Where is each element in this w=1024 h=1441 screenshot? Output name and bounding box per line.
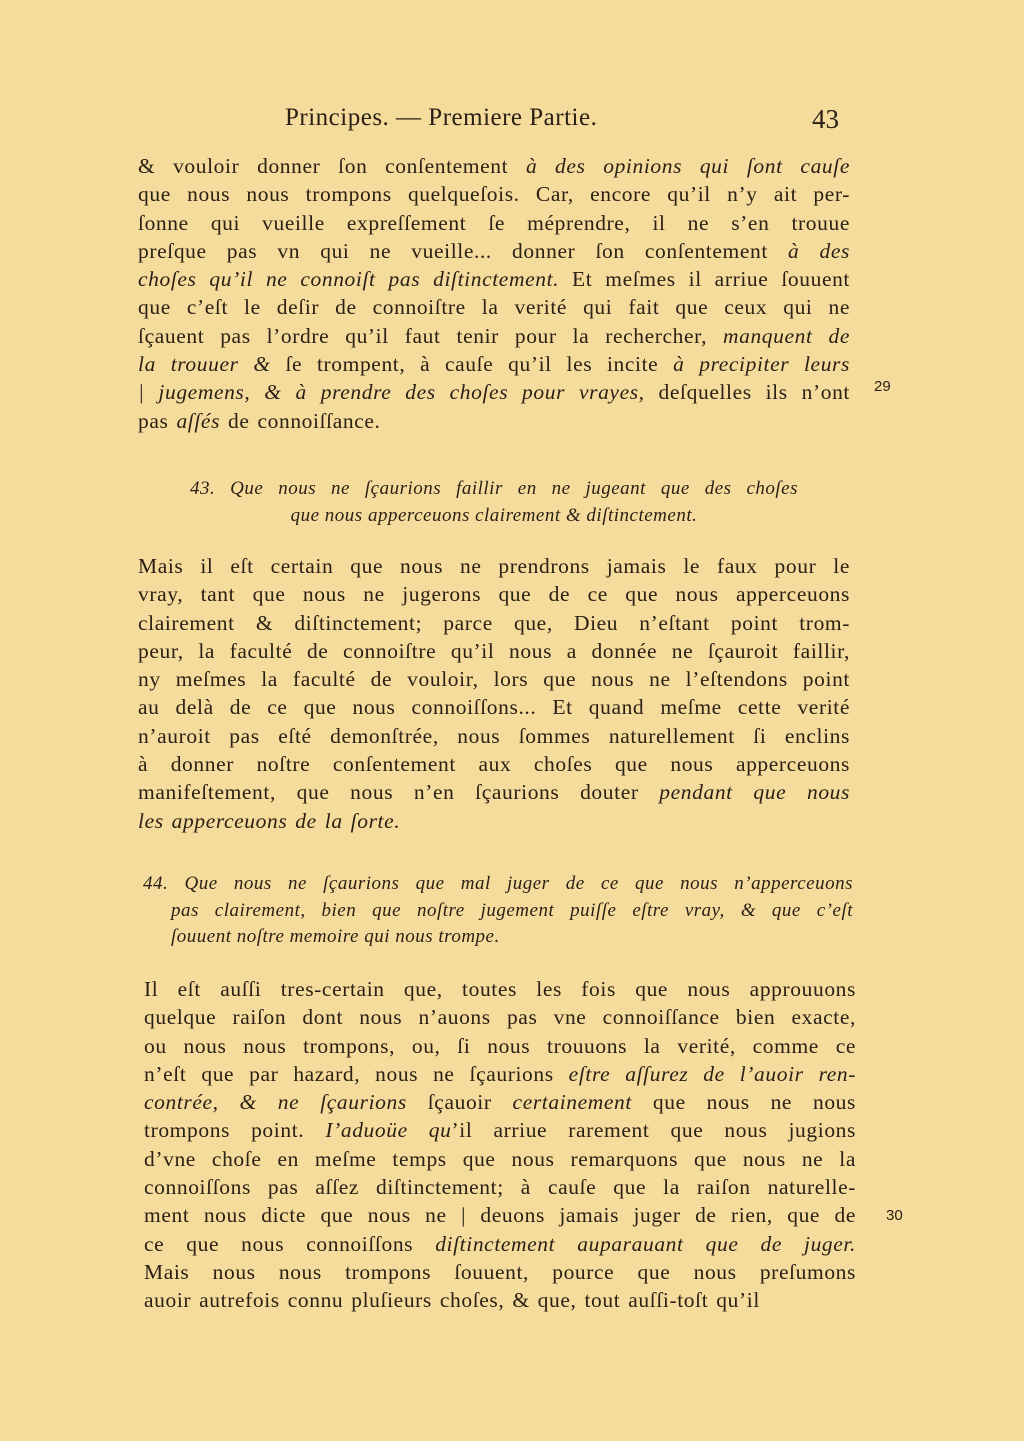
roman-text: auoir autrefois connu pluſieurs choſes, & que, tout auſſi-toſt qu’il	[144, 1288, 760, 1313]
paragraph-article-44	[144, 975, 856, 1315]
italic-text: choſes qu’il ne connoiſt pas diſtinctement.	[138, 267, 560, 292]
text-line	[138, 180, 850, 208]
roman-text: deſquelles ils n’ont	[644, 380, 850, 405]
roman-text: n’auroit pas eſté demonſtrée, nous ſommes naturellement ſi enclins	[138, 723, 850, 748]
italic-text: la trouuer &	[138, 352, 271, 377]
margin-note-29: 29	[874, 378, 891, 395]
roman-text: connoiſſons pas aſſez diſtinctement; à cauſe que la raiſon naturelle-	[144, 1175, 856, 1200]
paragraph-article-43	[138, 552, 850, 835]
roman-text: d’vne choſe en meſme temps que nous remarquons que nous ne la	[144, 1146, 856, 1171]
italic-text: manquent de	[722, 323, 851, 348]
roman-text: ny meſmes la faculté de vouloir, lors que nous ne l’eſtendons point	[138, 667, 850, 692]
text-line	[138, 750, 850, 778]
text-line	[138, 322, 850, 350]
italic-text: I’aduoüe qu	[325, 1118, 452, 1143]
text-line	[144, 1201, 856, 1229]
roman-text: ſçauent pas l’ordre qu’il faut tenir pour la rechercher,	[138, 323, 723, 348]
roman-text: Et meſmes il arriue ſouuent	[559, 267, 851, 292]
page-number: 43	[812, 104, 839, 134]
text-line	[144, 1060, 856, 1088]
roman-text: ſe trompent, à cauſe qu’il les incite	[270, 352, 674, 377]
text-line	[144, 1003, 856, 1031]
text-line	[144, 1230, 856, 1258]
text-line	[138, 378, 850, 406]
roman-text: ’il arriue rarement que nous jugions	[451, 1118, 856, 1143]
roman-text: à donner noſtre conſentement aux choſes que nous apperceuons	[138, 752, 850, 777]
italic-text: eſtre aſſurez de l’auoir ren-	[568, 1061, 856, 1086]
text-line	[138, 693, 850, 721]
text-line	[138, 237, 850, 265]
article-heading-43	[190, 476, 798, 529]
italic-text: diſtinctement auparauant que de juger.	[435, 1231, 856, 1256]
roman-text: vray, tant que nous ne jugerons que de ce que nous apperceuons	[138, 582, 850, 607]
italic-text: à des	[788, 238, 850, 263]
roman-text: Mais il eſt certain que nous ne prendrons jamais le faux pour le	[138, 554, 850, 578]
text-line	[138, 293, 850, 321]
text-line	[138, 722, 850, 750]
italic-text: contrée, & ne ſçaurions	[144, 1090, 407, 1115]
italic-text: à precipiter leurs	[673, 352, 850, 377]
text-line	[144, 1145, 856, 1173]
roman-text: ſonne qui vueille expreſſement ſe méprendre, il ne s’en trouue	[138, 210, 850, 235]
roman-text: de connoiſſance.	[220, 408, 381, 433]
roman-text: ſçauoir	[406, 1090, 513, 1115]
text-line	[138, 265, 850, 293]
heading-line: pas clairement, bien que noſtre jugement puiſſe eſtre vray, & que c’eſt	[171, 899, 853, 921]
roman-text: quelque raiſon dont nous n’auons pas vne connoiſſance bien exacte,	[144, 1005, 856, 1030]
text-line	[138, 350, 850, 378]
text-line	[138, 778, 850, 806]
text-line	[138, 807, 850, 835]
roman-text: que nous ne nous	[631, 1090, 856, 1115]
text-line	[144, 1286, 856, 1314]
roman-text: que nous nous trompons quelqueſois. Car, encore qu’il n’y ait per-	[138, 182, 850, 207]
italic-text: aſſés	[176, 408, 221, 433]
text-line	[144, 1032, 856, 1060]
italic-text: certainement	[512, 1090, 632, 1115]
margin-note-30: 30	[886, 1207, 903, 1224]
roman-text: n’eſt que par hazard, nous ne ſçaurions	[144, 1061, 569, 1086]
roman-text: & vouloir donner ſon conſentement	[138, 154, 526, 178]
text-line	[138, 609, 850, 637]
running-title: Principes. — Premiere Partie.	[285, 104, 598, 131]
text-line	[144, 1088, 856, 1116]
roman-text: pas	[138, 408, 177, 433]
roman-text: clairement & diſtinctement; parce que, Dieu n’eſtant point trom-	[138, 610, 850, 635]
roman-text: ou nous nous trompons, ou, ſi nous trouuons la verité, comme ce	[144, 1033, 856, 1058]
paragraph-continuation	[138, 152, 850, 435]
italic-text: à des opinions qui ſont cauſe	[525, 154, 850, 178]
text-line	[138, 152, 850, 180]
roman-text: que c’eſt le deſir de connoiſtre la verité qui fait que ceux qui ne	[138, 295, 850, 320]
text-line	[144, 1173, 856, 1201]
text-line	[144, 1116, 856, 1144]
roman-text: ment nous dicte que nous ne | deuons jamais juger de rien, que de	[144, 1203, 856, 1228]
roman-text: Il eſt auſſi tres-certain que, toutes les fois que nous approuuons	[144, 977, 856, 1001]
heading-line: 44. Que nous ne ſçaurions que mal juger de ce que nous n’apperceuons	[143, 873, 853, 894]
italic-text: pendant que nous	[659, 780, 850, 805]
italic-text: | jugemens, & à prendre des choſes pour vrayes,	[138, 380, 645, 405]
text-line	[138, 552, 850, 580]
roman-text: manifeſtement, que nous n’en ſçaurions douter	[138, 780, 660, 805]
article-heading-44	[143, 871, 853, 951]
text-line	[138, 580, 850, 608]
roman-text: ce que nous connoiſſons	[144, 1231, 436, 1256]
roman-text: peur, la faculté de connoiſtre qu’il nous a donnée ne ſçauroit faillir,	[138, 638, 850, 663]
text-line	[144, 975, 856, 1003]
text-line	[138, 637, 850, 665]
text-line	[144, 1258, 856, 1286]
text-line	[138, 209, 850, 237]
text-line	[138, 665, 850, 693]
roman-text: Mais nous nous trompons ſouuent, pource que nous preſumons	[144, 1259, 856, 1284]
heading-line: ſouuent noſtre memoire qui nous trompe.	[171, 926, 500, 947]
heading-line: que nous apperceuons clairement & diſtinctement.	[290, 504, 698, 526]
roman-text: au delà de ce que nous connoiſſons... Et quand meſme cette verité	[138, 695, 850, 720]
text-line	[138, 407, 850, 435]
italic-text: les apperceuons de la ſorte.	[138, 808, 401, 833]
heading-line: 43. Que nous ne ſçaurions faillir en ne jugeant que des choſes	[190, 478, 798, 499]
roman-text: trompons point.	[144, 1118, 326, 1143]
roman-text: preſque pas vn qui ne vueille... donner ſon conſentement	[138, 238, 789, 263]
